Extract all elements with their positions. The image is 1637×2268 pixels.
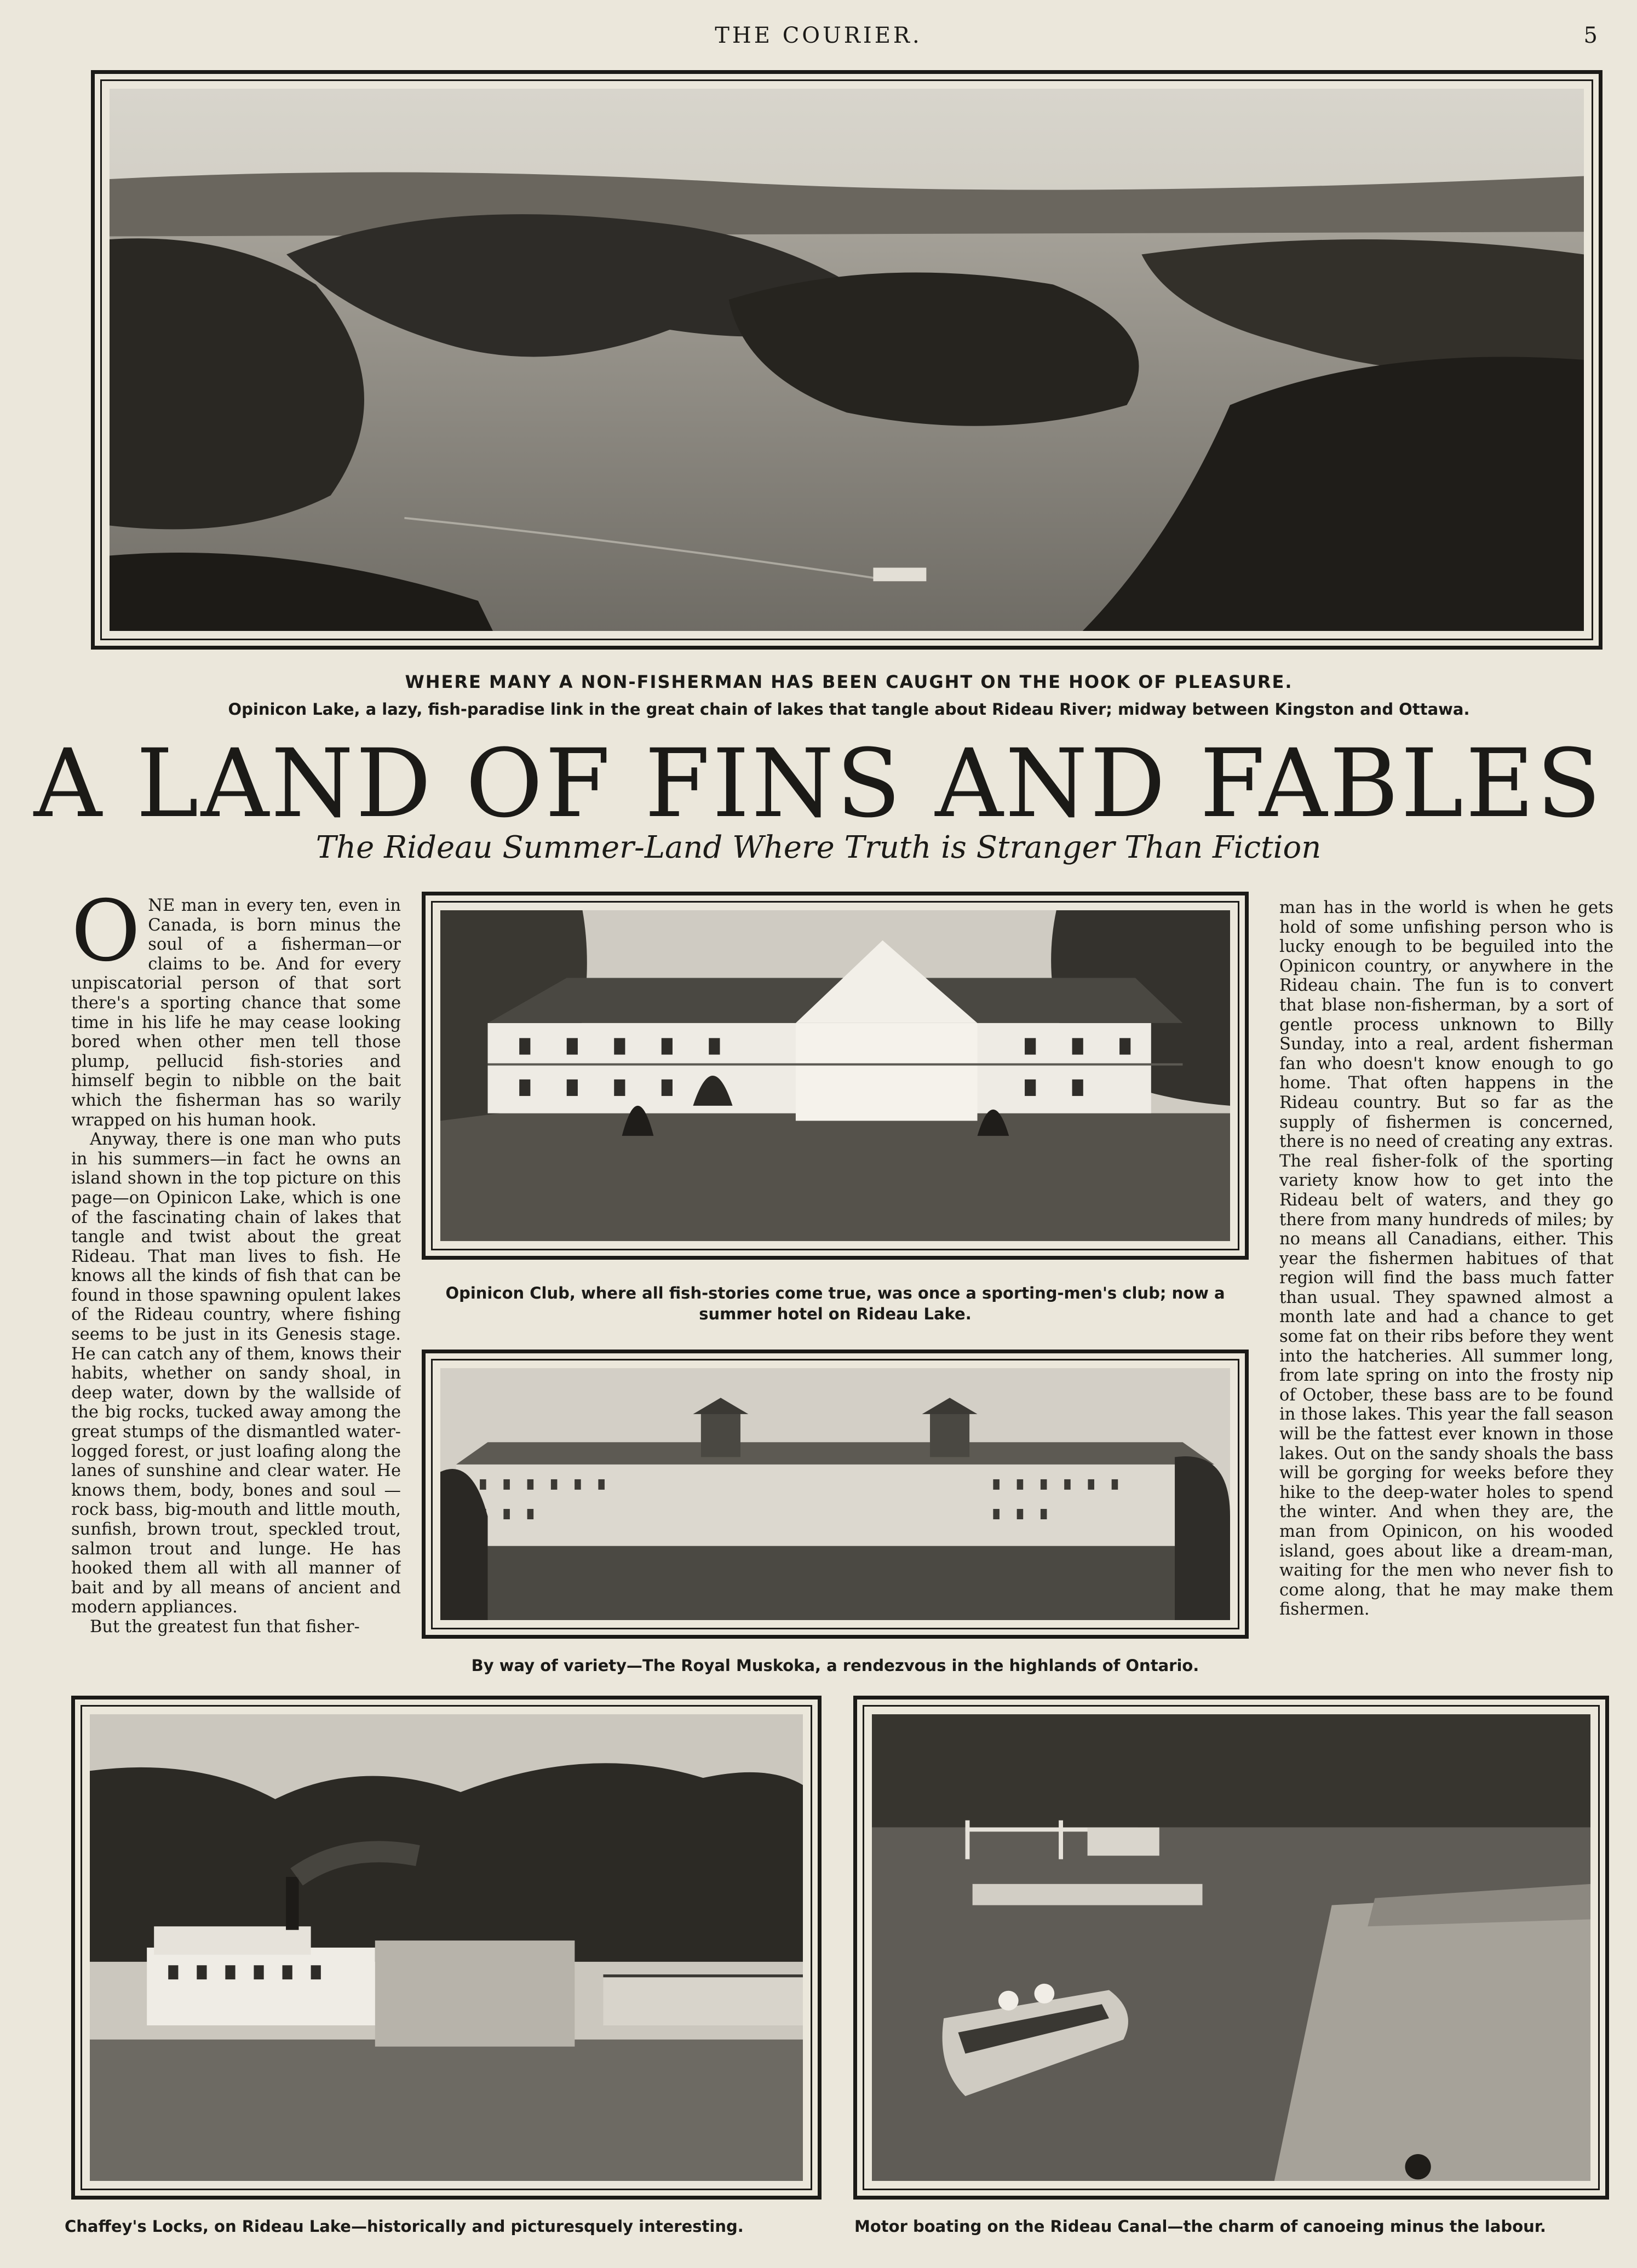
top-photo-frame — [91, 70, 1602, 650]
running-head: THE COURIER. — [715, 23, 922, 48]
headline: A LAND OF FINS AND FABLES — [33, 728, 1604, 839]
article-right-column — [1279, 898, 1613, 1676]
rideau-canal-photo — [872, 1714, 1590, 2181]
chaffeys-locks-photo-frame — [71, 1696, 822, 2200]
opinicon-lake-photo — [110, 89, 1584, 631]
subhead: The Rideau Summer-Land Where Truth is Stranger Than Fiction — [315, 830, 1322, 865]
royal-muskoka-photo — [440, 1368, 1230, 1620]
opinicon-club-caption: Opinicon Club, where all fish-stories come true, was once a sporting-men's club; now a summer hotel on Rideau Lake. — [445, 1284, 1225, 1323]
article-left-column — [71, 896, 401, 1668]
drop-cap: O — [71, 896, 141, 980]
opinicon-club-photo-frame — [422, 892, 1249, 1260]
rideau-canal-caption: Motor boating on the Rideau Canal—the charm of canoeing minus the labour. — [854, 2217, 1546, 2236]
page-number: 5 — [1583, 23, 1598, 48]
top-photo-caption-title: WHERE MANY A NON-FISHERMAN HAS BEEN CAUGHT ON THE HOOK OF PLEASURE. — [405, 671, 1293, 692]
chaffeys-locks-caption: Chaffey's Locks, on Rideau Lake—historically and picturesquely interesting. — [65, 2217, 744, 2236]
article-paragraph: man has in the world is when he gets hold of some unfishing person who is lucky enough to be beguiled into the Opinicon country, or anywhere in the Rideau chain. The fun is to convert that blase non-fisherman, by a sort of gentle process unknown to Billy Sunday, into a real, ardent fisherman fan who doesn't know enough to go home. That often happens in the Rideau country. But so far as the supply of fishermen is concerned, there is no need of creating any extras. The real fisher-folk of the sporting variety know how to get into the Rideau belt of waters, and they go there from many hundreds of miles; by no means all Canadians, either. This year the fishermen habitues of that region will find the bass much fatter than usual. They spawned almost a month late and had a chance to get some fat on their ribs before they went into the hatcheries. All summer long, from late spring on into the frosty nip of October, these bass are to be found in those lakes. This year the fall season will be the fattest ever known in those lakes. Out on the sandy shoals the bass will be gorging for weeks before they hike to the deep-water holes to spend the winter. And when they are, the man from Opinicon, on his wooded island, goes about like a dream-man, waiting for the men who never fish to come along, that he may make them fishermen. — [1279, 898, 1613, 1620]
article-paragraph: But the greatest fun that fisher- — [90, 1617, 360, 1637]
article-paragraph: ONE man in every ten, even in Canada, is born minus the soul of a fisherman—or claims to be. And for every unpiscatorial person of that sort there's a sporting chance that some time in his life he may cease looking bored when other men tell those plump, pellucid fish-stories and himself begin to nibble on the bait which the fisherman has so warily wrapped on his human hook. — [71, 896, 401, 1130]
article-paragraph: Anyway, there is one man who puts in his summers—in fact he owns an island shown in the top picture on this page—on Opinicon Lake, which is one of the fascinating chain of lakes that tangle and twist about the great Rideau. That man lives to fish. He knows all the kinds of fish that can be found in those spawning opulent lakes of the Rideau country, where fishing seems to be just in its Genesis stage. He can catch any of them, knows their habits, whether on sandy shoal, in deep water, down by the wallside of the big rocks, tucked away among the great stumps of the dismantled water-logged forest, or just loafing along the lanes of sunshine and clear water. He knows them, body, bones and soul —rock bass, big-mouth and little mouth, sunfish, brown trout, speckled trout, salmon trout and lunge. He has hooked them all with all manner of bait and by all means of ancient and modern appliances. — [71, 1130, 401, 1617]
top-photo-caption: Opinicon Lake, a lazy, fish-paradise link in the great chain of lakes that tangle about Rideau River; midway between Kingston and Ottawa. — [228, 700, 1470, 719]
rideau-canal-photo-frame — [853, 1696, 1609, 2200]
royal-muskoka-photo-frame — [422, 1350, 1249, 1639]
chaffeys-locks-photo — [90, 1714, 803, 2181]
opinicon-club-photo — [440, 910, 1230, 1241]
royal-muskoka-caption: By way of variety—The Royal Muskoka, a rendezvous in the highlands of Ontario. — [471, 1656, 1199, 1675]
